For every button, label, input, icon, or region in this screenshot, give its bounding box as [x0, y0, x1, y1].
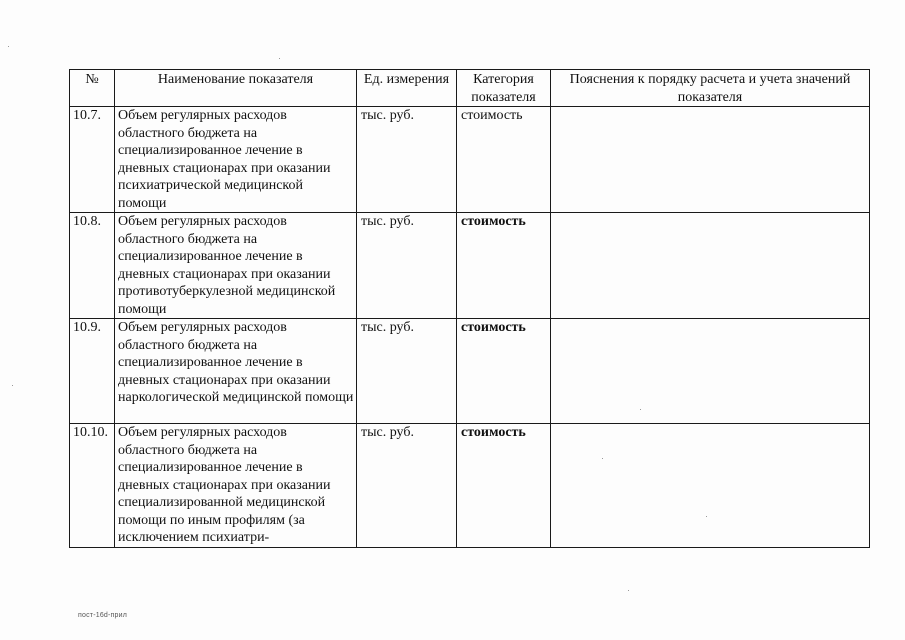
scan-speck — [640, 409, 641, 410]
row-explanation — [551, 319, 870, 424]
row-unit: тыс. руб. — [357, 319, 457, 424]
row-name: Объем регулярных расходов областного бюджета на специализированное лечение в дневных стационарах при оказании психиатрической медицинской помощи — [115, 107, 357, 213]
scan-speck — [602, 458, 603, 459]
table-row — [70, 107, 870, 213]
row-num: 10.9. — [70, 319, 115, 424]
row-num: 10.7. — [70, 107, 115, 213]
row-category: стоимость — [457, 424, 551, 548]
header-num: № — [70, 70, 115, 107]
row-name: Объем регулярных расходов областного бюджета на специализированное лечение в дневных стационарах при оказании противотуберкулезной медицинской помощи — [115, 213, 357, 319]
row-category: стоимость — [457, 107, 551, 213]
row-name: Объем регулярных расходов областного бюджета на специализированное лечение в дневных стационарах при оказании специализированной медицинской помощи по иным профилям (за исключением психиатри- — [115, 424, 357, 548]
table-row — [70, 213, 870, 319]
scan-speck — [279, 58, 280, 59]
row-explanation — [551, 107, 870, 213]
header-unit: Ед. измерения — [357, 70, 457, 107]
scan-speck — [12, 385, 13, 386]
row-category: стоимость — [457, 319, 551, 424]
row-num: 10.8. — [70, 213, 115, 319]
scan-speck — [628, 590, 629, 591]
row-unit: тыс. руб. — [357, 424, 457, 548]
row-unit: тыс. руб. — [357, 213, 457, 319]
header-explanation: Пояснения к порядку расчета и учета значений показателя — [551, 70, 870, 107]
indicators-table — [69, 69, 870, 548]
table-row — [70, 424, 870, 548]
header-category: Категория показателя — [457, 70, 551, 107]
row-unit: тыс. руб. — [357, 107, 457, 213]
row-explanation — [551, 213, 870, 319]
table-row — [70, 319, 870, 424]
footer-file-label: пост-16d-прил — [78, 612, 128, 619]
row-name: Объем регулярных расходов областного бюджета на специализированное лечение в дневных стационарах при оказании наркологической медицинской помощи — [115, 319, 357, 424]
row-num: 10.10. — [70, 424, 115, 548]
table-header-row — [70, 70, 870, 107]
row-explanation — [551, 424, 870, 548]
row-category: стоимость — [457, 213, 551, 319]
scan-speck — [706, 516, 707, 517]
scan-speck — [8, 46, 9, 47]
header-name: Наименование показателя — [115, 70, 357, 107]
